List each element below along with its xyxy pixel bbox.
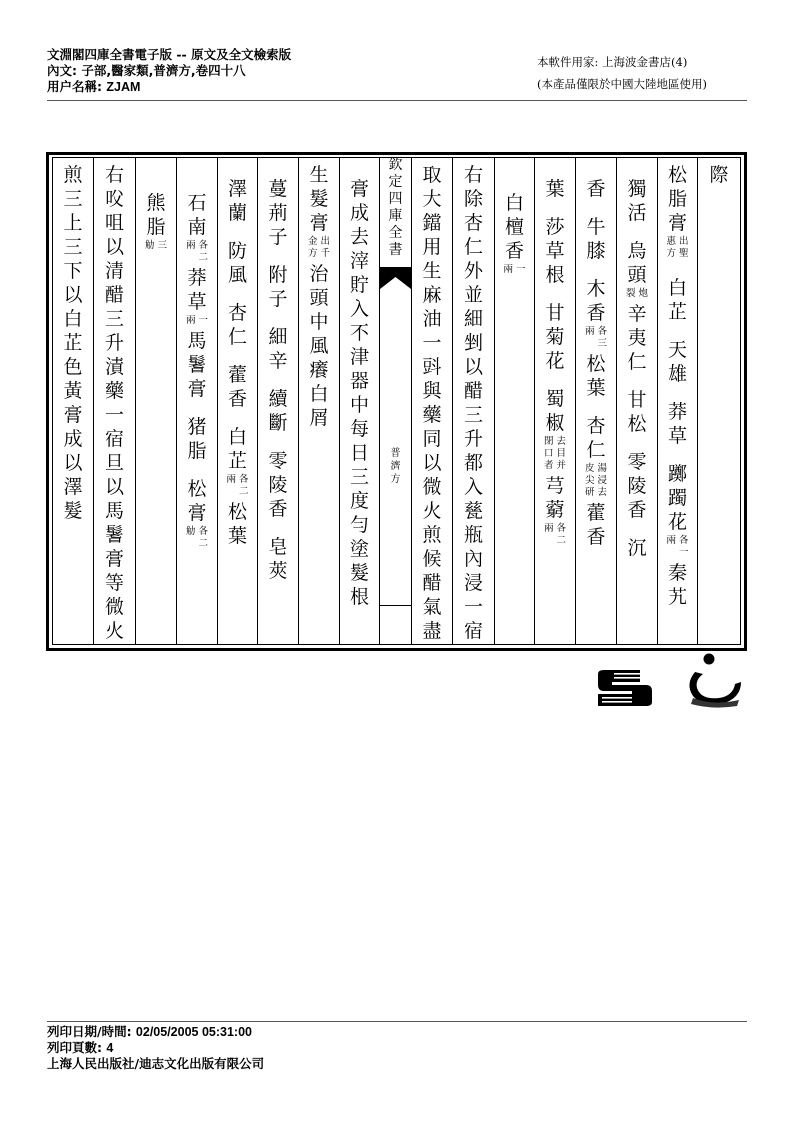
glyph: 㕮 [104, 188, 124, 210]
column-text [658, 163, 697, 609]
interlinear-note: 一 兩 [503, 264, 526, 275]
glyph: 石 [187, 192, 207, 214]
header-divider [47, 100, 747, 101]
glyph: 葉 [545, 178, 565, 200]
glyph: 花 [545, 350, 565, 372]
interlinear-note: 各 一 兩 [666, 535, 689, 558]
glyph: 膏 [349, 178, 369, 200]
glyph: 煎 [422, 524, 442, 546]
glyph: 一 [104, 404, 124, 426]
glyph: 松 [667, 164, 687, 186]
glyph: 藿 [586, 502, 606, 524]
glyph: 菊 [545, 326, 565, 348]
interlinear-note: 各 二 觔 [185, 526, 209, 549]
glyph: 仁 [463, 236, 483, 258]
glyph: 子 [268, 226, 288, 248]
glyph: 香 [227, 388, 247, 410]
banner-column [380, 157, 412, 645]
glyph: 白 [227, 426, 247, 448]
glyph: 浸 [463, 572, 483, 594]
glyph: 膏 [104, 548, 124, 570]
glyph: 候 [422, 548, 442, 570]
glyph: 葉 [586, 377, 606, 399]
glyph: 藥 [104, 380, 124, 402]
glyph: 天 [667, 339, 687, 361]
text-column [53, 157, 94, 645]
glyph: 去 [349, 226, 369, 248]
glyph: 草 [187, 291, 207, 313]
glyph: 生 [422, 260, 442, 282]
glyph: 瓶 [463, 524, 483, 546]
glyph: 以 [104, 476, 124, 498]
glyph: 零 [268, 450, 288, 472]
glyph: 辛 [268, 350, 288, 372]
glyph: 仁 [627, 351, 647, 373]
licensee-text: 本軟件用家: 上海波金書店(4) [537, 55, 688, 69]
text-column [698, 157, 740, 645]
glyph: 膏 [667, 212, 687, 234]
column-text [535, 163, 575, 549]
text-column [218, 157, 258, 645]
glyph: 並 [463, 284, 483, 306]
glyph: 藭 [545, 499, 565, 521]
glyph: 香 [504, 240, 524, 262]
glyph: 升 [463, 428, 483, 450]
glyph: 日 [349, 442, 369, 464]
text-column [258, 157, 299, 645]
glyph: 每 [349, 418, 369, 440]
user-name-label: 用户名稱: [47, 79, 107, 94]
glyph: 右 [463, 164, 483, 186]
glyph: 澤 [63, 476, 83, 498]
glyph: 用 [422, 236, 442, 258]
glyph: 一 [463, 596, 483, 618]
glyph: 活 [627, 202, 647, 224]
glyph: 上 [63, 212, 83, 234]
glyph: 甘 [545, 302, 565, 324]
glyph: 艽 [667, 586, 687, 608]
glyph: 漬 [104, 356, 124, 378]
glyph: 馬 [187, 330, 207, 352]
header-right [537, 51, 707, 95]
column-text [495, 163, 534, 278]
glyph: 髮 [63, 500, 83, 522]
glyph: 中 [349, 394, 369, 416]
text-column [658, 157, 698, 645]
glyph: 沉 [627, 537, 647, 559]
glyph: 附 [268, 264, 288, 286]
glyph: 松 [586, 353, 606, 375]
glyph: 以 [104, 236, 124, 258]
glyph: 同 [422, 428, 442, 450]
glyph: 除 [463, 188, 483, 210]
publishers-text: 上海人民出版社/迪志文化出版有限公司 [47, 1056, 265, 1071]
column-text [94, 163, 135, 643]
glyph: 火 [104, 620, 124, 642]
column-text [576, 163, 616, 549]
glyph: 葉 [227, 525, 247, 547]
glyph: 草 [667, 425, 687, 447]
glyph: 膏 [187, 378, 207, 400]
glyph: 陵 [268, 474, 288, 496]
glyph: 芎 [545, 475, 565, 497]
glyph: 鐺 [422, 212, 442, 234]
glyph: 膏 [309, 212, 329, 234]
glyph: 屑 [309, 407, 329, 429]
glyph: 辛 [627, 303, 647, 325]
glyph: 頭 [309, 287, 329, 309]
glyph: 甆 [463, 500, 483, 522]
glyph: 零 [627, 451, 647, 473]
glyph: 猪 [187, 416, 207, 438]
glyph: 獨 [627, 178, 647, 200]
glyph: 牛 [586, 216, 606, 238]
glyph: 荊 [268, 202, 288, 224]
interlinear-note: 各 二 兩 [185, 240, 209, 263]
header-left [47, 47, 291, 95]
glyph: 香 [586, 178, 606, 200]
glyph: 馬 [104, 500, 124, 522]
glyph: 盡 [422, 620, 442, 642]
glyph: 微 [422, 476, 442, 498]
glyph: 微 [104, 596, 124, 618]
glyph: 根 [545, 264, 565, 286]
column-text [299, 163, 339, 430]
glyph: 以 [63, 284, 83, 306]
glyph: 檀 [504, 216, 524, 238]
publisher-swirl-logo-icon [683, 652, 745, 710]
glyph: 貯 [349, 274, 369, 296]
banner-fishtail-mark [380, 267, 411, 289]
glyph: 醋 [463, 380, 483, 402]
glyph: 一 [422, 332, 442, 354]
glyph: 風 [227, 264, 247, 286]
glyph: 香 [627, 499, 647, 521]
glyph: 外 [463, 260, 483, 282]
glyph: 器 [349, 370, 369, 392]
glyph: 脂 [667, 188, 687, 210]
glyph: 白 [309, 383, 329, 405]
column-text [453, 163, 494, 643]
glyph: 芷 [63, 332, 83, 354]
glyph: 咀 [104, 212, 124, 234]
glyph: 㪷 [422, 356, 442, 378]
glyph: 子 [268, 288, 288, 310]
text-column [576, 157, 617, 645]
glyph: 剉 [463, 332, 483, 354]
glyph: 仁 [227, 326, 247, 348]
glyph: 旦 [104, 452, 124, 474]
books-logo-icon [594, 668, 656, 708]
glyph: 癢 [309, 359, 329, 381]
glyph: 入 [463, 476, 483, 498]
glyph: 雄 [667, 363, 687, 385]
glyph: 細 [268, 326, 288, 348]
interlinear-note: 湯 浸 去 皮 尖 研 [584, 463, 608, 498]
glyph: 以 [63, 452, 83, 474]
glyph: 中 [309, 311, 329, 333]
interlinear-note: 各 二 兩 [226, 474, 249, 497]
glyph: 躑 [667, 463, 687, 485]
glyph: 都 [463, 452, 483, 474]
glyph: 蘭 [227, 202, 247, 224]
glyph: 花 [667, 511, 687, 533]
text-column [94, 157, 136, 645]
glyph: 白 [667, 277, 687, 299]
glyph: 治 [309, 263, 329, 285]
glyph: 氣 [422, 596, 442, 618]
text-column [495, 157, 535, 645]
glyph: 鬐 [187, 354, 207, 376]
glyph: 色 [63, 356, 83, 378]
glyph: 油 [422, 308, 442, 330]
glyph: 蔓 [268, 178, 288, 200]
glyph: 三 [63, 236, 83, 258]
column-text [340, 163, 379, 609]
glyph: 熊 [146, 192, 166, 214]
column-text [136, 163, 176, 254]
glyph: 入 [349, 298, 369, 320]
glyph: 莢 [268, 560, 288, 582]
glyph: 風 [309, 335, 329, 357]
footer-divider [47, 1021, 747, 1022]
glyph: 杏 [227, 302, 247, 324]
glyph: 三 [463, 404, 483, 426]
text-column [617, 157, 658, 645]
glyph: 三 [63, 188, 83, 210]
text-column [299, 157, 340, 645]
column-text [412, 163, 452, 643]
print-datetime-value: 02/05/2005 05:31:00 [135, 1025, 252, 1039]
banner-collection-title: 欽 定 四 庫 全 書 [388, 157, 403, 258]
glyph: 清 [104, 260, 124, 282]
glyph: 斷 [268, 412, 288, 434]
glyph: 生 [309, 164, 329, 186]
glyph: 脂 [146, 216, 166, 238]
glyph: 莽 [187, 267, 207, 289]
glyph: 南 [187, 216, 207, 238]
interlinear-note: 出 千 金 方 [307, 236, 331, 259]
glyph: 鬐 [104, 524, 124, 546]
glyph: 細 [463, 308, 483, 330]
glyph: 杏 [463, 212, 483, 234]
print-datetime-row [47, 1024, 264, 1040]
glyph: 椒 [545, 412, 565, 434]
glyph: 松 [227, 501, 247, 523]
glyph: 升 [104, 332, 124, 354]
glyph: 大 [422, 188, 442, 210]
text-column [340, 157, 380, 645]
glyph: 白 [63, 308, 83, 330]
column-text [53, 163, 93, 523]
glyph: 膝 [586, 240, 606, 262]
glyph: 以 [463, 356, 483, 378]
glyph: 白 [504, 192, 524, 214]
glyph: 莽 [667, 401, 687, 423]
glyph: 夷 [627, 327, 647, 349]
glyph: 際 [709, 164, 729, 186]
text-column [412, 157, 453, 645]
glyph: 火 [422, 500, 442, 522]
glyph: 松 [187, 478, 207, 500]
glyph: 宿 [104, 428, 124, 450]
interlinear-note: 各 二 兩 [543, 523, 567, 546]
glyph: 杏 [586, 415, 606, 437]
glyph: 木 [586, 278, 606, 300]
glyph: 防 [227, 240, 247, 262]
column-text [218, 163, 257, 548]
glyph: 秦 [667, 562, 687, 584]
footer [47, 1024, 264, 1072]
text-column [453, 157, 495, 645]
column-text [617, 163, 657, 560]
interlinear-note: 各 三 兩 [584, 326, 608, 349]
print-datetime-label: 列印日期/時間: [47, 1024, 136, 1039]
glyph: 根 [349, 586, 369, 608]
glyph: 續 [268, 388, 288, 410]
glyph: 取 [422, 164, 442, 186]
glyph: 度 [349, 490, 369, 512]
glyph: 烏 [627, 240, 647, 262]
glyph: 莎 [545, 216, 565, 238]
glyph: 不 [349, 322, 369, 344]
glyph: 躅 [667, 487, 687, 509]
banner-divider [380, 605, 411, 606]
glyph: 澤 [227, 178, 247, 200]
glyph: 陵 [627, 475, 647, 497]
glyph: 津 [349, 346, 369, 368]
text-column [177, 157, 218, 645]
glyph: 塗 [349, 538, 369, 560]
interlinear-note: 出 聖 惠 方 [666, 236, 689, 259]
glyph: 膏 [63, 404, 83, 426]
glyph: 藿 [227, 364, 247, 386]
glyph: 醋 [104, 284, 124, 306]
column-text [177, 163, 217, 552]
glyph: 成 [63, 428, 83, 450]
print-pages-row [47, 1040, 264, 1056]
glyph: 髮 [349, 562, 369, 584]
interlinear-note: 炮 裂 [625, 288, 649, 299]
user-name-row [47, 79, 291, 95]
glyph: 內 [463, 548, 483, 570]
glyph: 甘 [627, 389, 647, 411]
banner-book-title: 普 濟 方 [390, 448, 401, 485]
glyph: 三 [104, 308, 124, 330]
glyph: 醋 [422, 572, 442, 594]
column-text [258, 163, 298, 583]
content-path: 內文: 子部,醫家類,普濟方,卷四十八 [47, 63, 246, 78]
glyph: 蜀 [545, 388, 565, 410]
glyph: 藥 [422, 404, 442, 426]
glyph: 膏 [187, 502, 207, 524]
region-restriction-text: (本產品僅限於中國大陸地區使用) [537, 77, 707, 91]
glyph: 成 [349, 202, 369, 224]
glyph: 勻 [349, 514, 369, 536]
text-column [535, 157, 576, 645]
glyph: 右 [104, 164, 124, 186]
column-text [698, 163, 740, 187]
print-pages-label: 列印頁數: [47, 1040, 107, 1055]
glyph: 三 [349, 466, 369, 488]
interlinear-note: 去 目 并 閉 口 者 [543, 436, 567, 471]
glyph: 滓 [349, 250, 369, 272]
glyph: 芷 [227, 450, 247, 472]
glyph: 煎 [63, 164, 83, 186]
glyph: 香 [586, 302, 606, 324]
glyph: 黃 [63, 380, 83, 402]
glyph: 芷 [667, 301, 687, 323]
glyph: 草 [545, 240, 565, 262]
glyph: 麻 [422, 284, 442, 306]
interlinear-note: 一 兩 [185, 315, 209, 326]
glyph: 香 [586, 526, 606, 548]
user-name-value: ZJAM [106, 80, 141, 94]
interlinear-note: 三 觔 [144, 240, 168, 251]
glyph: 髮 [309, 188, 329, 210]
glyph: 以 [422, 452, 442, 474]
glyph: 宿 [463, 620, 483, 642]
glyph: 松 [627, 413, 647, 435]
glyph: 仁 [586, 439, 606, 461]
glyph: 下 [63, 260, 83, 282]
print-pages-value: 4 [106, 1041, 114, 1055]
glyph: 脂 [187, 440, 207, 462]
glyph: 香 [268, 498, 288, 520]
glyph: 等 [104, 572, 124, 594]
glyph: 皂 [268, 536, 288, 558]
glyph: 頭 [627, 264, 647, 286]
app-title: 文淵閣四庫全書電子版 -- 原文及全文檢索版 [47, 47, 292, 62]
text-column [136, 157, 177, 645]
glyph: 與 [422, 380, 442, 402]
